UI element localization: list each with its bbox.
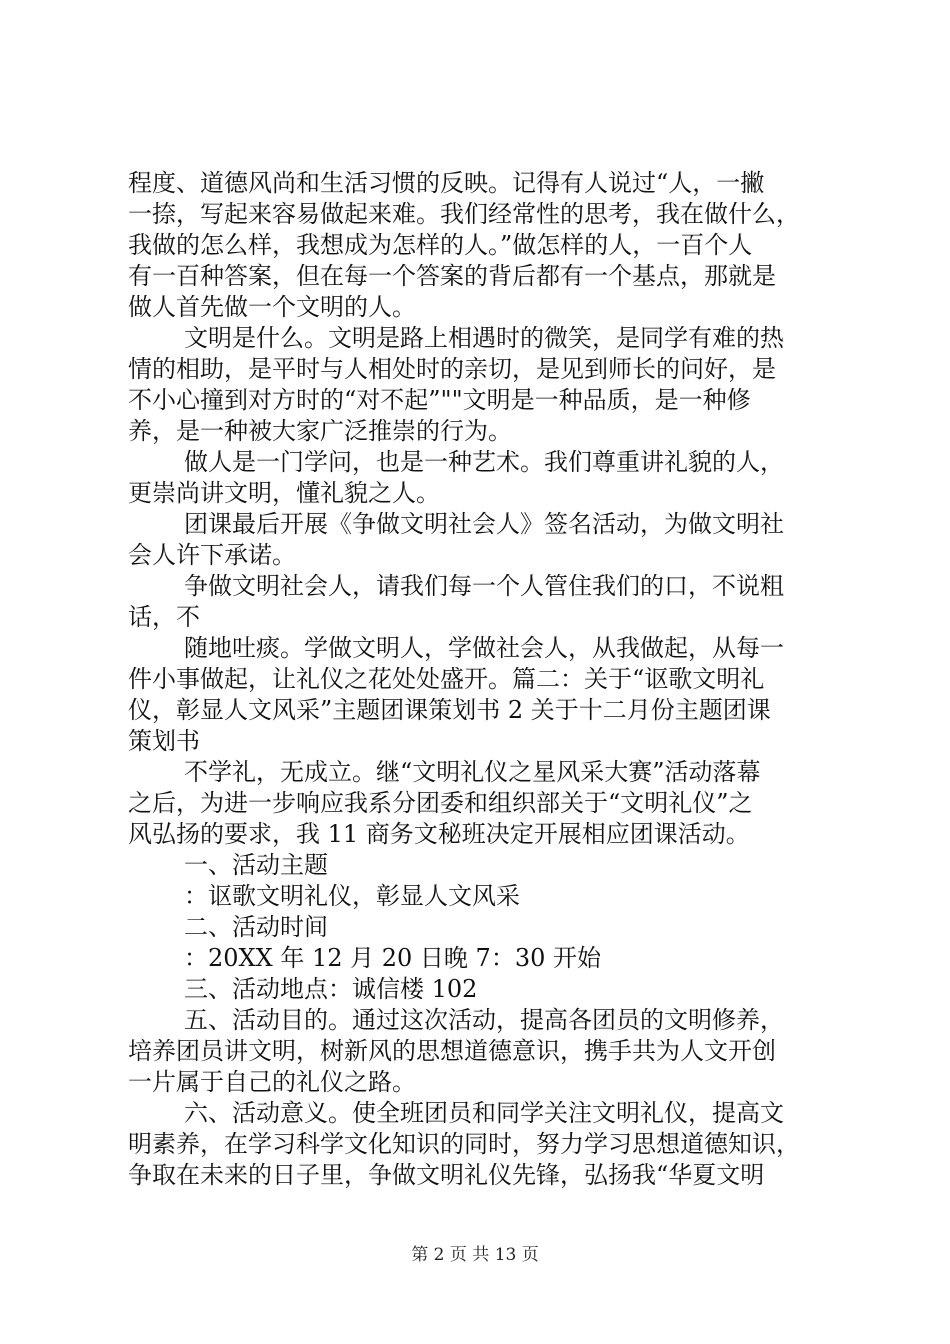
text-line: 明素养，在学习科学文化知识的同时，努力学习思想道德知识，	[128, 1130, 800, 1158]
text-line: 话，不	[128, 603, 200, 631]
paragraph-start-line: 争做文明社会人，请我们每一个人管住我们的口，不说粗	[184, 572, 784, 600]
text-line: 一捺，写起来容易做起来难。我们经常性的思考，我在做什么，	[128, 200, 800, 228]
text-line: 件小事做起，让礼仪之花处处盛开。篇二：关于“讴歌文明礼	[128, 665, 765, 693]
text-line: 策划书	[128, 727, 200, 755]
document-body	[128, 168, 848, 1191]
page-number-footer: 第 2 页 共 13 页	[411, 1245, 539, 1265]
paragraph-start-line: 五、活动目的。通过这次活动，提高各团员的文明修养，	[184, 1006, 784, 1034]
paragraph-start-line: 文明是什么。文明是路上相遇时的微笑，是同学有难的热	[184, 324, 784, 352]
text-line: 更崇尚讲文明，懂礼貌之人。	[128, 479, 440, 507]
text-line: 风弘扬的要求，我 11 商务文秘班决定开展相应团课活动。	[128, 820, 750, 848]
section-heading-location: 三、活动地点：诚信楼 102	[184, 975, 478, 1003]
text-line: 培养团员讲文明，树新风的思想道德意识，携手共为人文开创	[128, 1037, 776, 1065]
text-line: 一片属于自己的礼仪之路。	[128, 1068, 416, 1096]
text-line: 养，是一种被大家广泛推崇的行为。	[128, 417, 512, 445]
text-line: 仪，彰显人文风采”主题团课策划书 2 关于十二月份主题团课	[128, 696, 771, 724]
section-heading-theme: 一、活动主题	[184, 851, 328, 879]
section-value-theme: ：讴歌文明礼仪，彰显人文风采	[184, 882, 520, 910]
paragraph-start-line: 六、活动意义。使全班团员和同学关注文明礼仪，提高文	[184, 1099, 784, 1127]
section-value-time: ：20XX 年 12 月 20 日晚 7：30 开始	[184, 944, 601, 972]
text-line: 不小心撞到对方时的“对不起”""文明是一种品质，是一种修	[128, 386, 751, 414]
text-line: 有一百种答案，但在每一个答案的背后都有一个基点，那就是	[128, 262, 776, 290]
text-line: 争取在未来的日子里，争做文明礼仪先锋，弘扬我“华夏文明	[128, 1161, 765, 1189]
text-line: 程度、道德风尚和生活习惯的反映。记得有人说过“人，一撇	[128, 169, 765, 197]
text-line: 之后，为进一步响应我系分团委和组织部关于“文明礼仪”之	[128, 789, 753, 817]
text-line: 我做的怎么样，我想成为怎样的人。”做怎样的人，一百个人	[128, 231, 753, 259]
text-line: 情的相助，是平时与人相处时的亲切，是见到师长的问好，是	[128, 355, 776, 383]
paragraph-start-line: 做人是一门学问，也是一种艺术。我们尊重讲礼貌的人，	[184, 448, 784, 476]
paragraph-start-line: 团课最后开展《争做文明社会人》签名活动，为做文明社	[184, 510, 784, 538]
paragraph-start-line: 随地吐痰。学做文明人，学做社会人，从我做起，从每一	[184, 634, 784, 662]
paragraph-start-line: 不学礼，无成立。继“文明礼仪之星风采大赛”活动落幕	[184, 758, 761, 786]
text-line: 会人许下承诺。	[128, 541, 296, 569]
section-heading-time: 二、活动时间	[184, 913, 328, 941]
text-line: 做人首先做一个文明的人。	[128, 293, 416, 321]
